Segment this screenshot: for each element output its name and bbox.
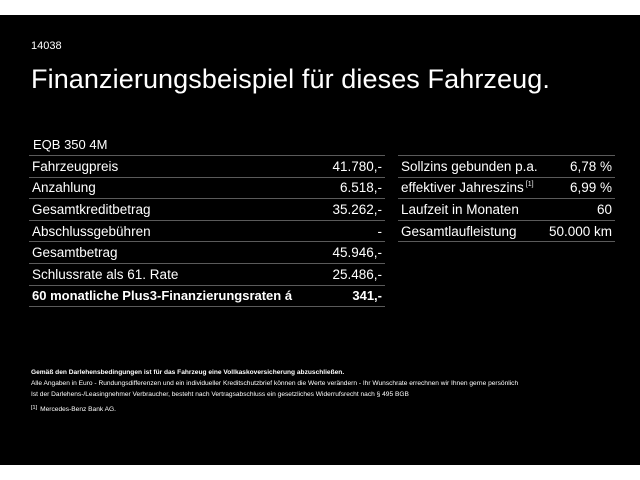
table-row bbox=[29, 221, 385, 243]
row-label: Gesamtkreditbetrag bbox=[32, 201, 151, 217]
table-row bbox=[398, 178, 615, 200]
row-label: Schlussrate als 61. Rate bbox=[32, 266, 179, 282]
row-value: 41.780,- bbox=[332, 158, 382, 174]
row-value: 45.946,- bbox=[332, 245, 382, 261]
monthly-rate-row bbox=[29, 286, 385, 308]
footnote-marker: [1] bbox=[525, 181, 534, 189]
row-label: Fahrzeugpreis bbox=[32, 158, 119, 174]
row-value: 6,99 % bbox=[569, 180, 612, 196]
footnote-marker: [1] bbox=[31, 405, 38, 411]
row-label: Sollzins gebunden p.a. bbox=[401, 158, 538, 174]
financing-terms-table bbox=[398, 155, 615, 242]
table-row bbox=[29, 199, 385, 221]
row-value: - bbox=[377, 223, 382, 239]
table-row bbox=[398, 221, 615, 243]
table-row bbox=[29, 178, 385, 200]
row-label: Abschlussgebühren bbox=[32, 223, 151, 239]
listing-code: 14038 bbox=[31, 40, 62, 52]
lender-name: Mercedes-Benz Bank AG. bbox=[40, 406, 116, 413]
row-value: 50.000 km bbox=[548, 223, 612, 239]
page-title: Finanzierungsbeispiel für dieses Fahrzeug. bbox=[31, 64, 550, 94]
financing-cost-table bbox=[29, 155, 385, 307]
row-label bbox=[401, 180, 534, 195]
table-row bbox=[398, 199, 615, 221]
row-value: 6,78 % bbox=[569, 158, 612, 174]
withdrawal-right-line: Ist der Darlehens-/Leasingnehmer Verbraucher, besteht nach Vertragsabschluss ein gesetzliches Widerrufsrecht nach § 495 BGB bbox=[31, 391, 409, 398]
lender-reference bbox=[31, 403, 611, 415]
legal-footnotes bbox=[31, 367, 611, 415]
table-row bbox=[29, 156, 385, 178]
row-label: 60 monatliche Plus3-Finanzierungsraten á bbox=[32, 288, 293, 304]
row-label: Gesamtbetrag bbox=[32, 245, 118, 261]
row-label: Laufzeit in Monaten bbox=[401, 201, 519, 217]
table-row bbox=[29, 242, 385, 264]
row-label: Anzahlung bbox=[32, 180, 96, 196]
row-value: 25.486,- bbox=[332, 266, 382, 282]
row-value: 60 bbox=[596, 201, 612, 217]
vehicle-model: EQB 350 4M bbox=[33, 137, 108, 152]
table-row bbox=[29, 264, 385, 286]
row-value: 35.262,- bbox=[332, 201, 382, 217]
row-label: Gesamtlaufleistung bbox=[401, 223, 517, 239]
insurance-note: Gemäß den Darlehensbedingungen ist für das Fahrzeug eine Vollkaskoversicherung abzuschließen. bbox=[31, 369, 345, 376]
financing-panel bbox=[0, 15, 640, 465]
row-value: 341,- bbox=[352, 288, 382, 304]
table-row bbox=[398, 156, 615, 178]
row-label-text: effektiver Jahreszins bbox=[401, 180, 524, 196]
disclaimer-line: Alle Angaben in Euro - Rundungsdifferenzen und ein individueller Kreditschutzbrief können die Werte verändern - Ihr Wunschrate errechnen wir Ihnen gerne persönlich bbox=[31, 380, 519, 387]
row-value: 6.518,- bbox=[339, 180, 382, 196]
